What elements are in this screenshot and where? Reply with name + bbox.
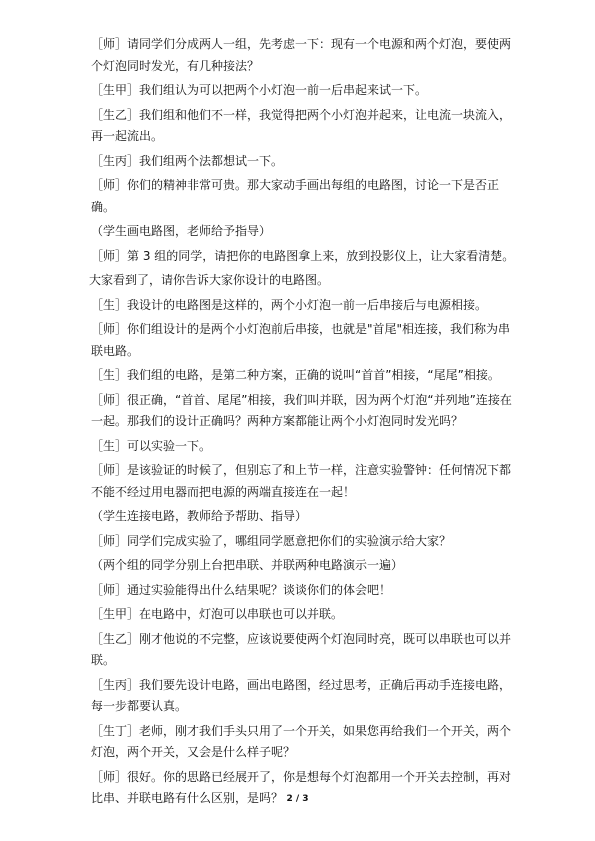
paragraph: ［生乙］我们组和他们不一样，我觉得把两个小灯泡并起来，让电流一块流入，再一起流出。: [91, 107, 512, 143]
paragraph: ［师］请同学们分成两人一组，先考虑一下：现有一个电源和两个灯泡，要使两个灯泡同时发光，有几种接法？: [91, 37, 512, 73]
paragraph: ［生］可以实验一下。: [91, 438, 212, 453]
paragraph: ［师］你们的精神非常可贵。那大家动手画出每组的电路图，讨论一下是否正确。: [91, 178, 500, 214]
paragraph: （学生连接电路，教师给予帮助、指导）: [91, 509, 308, 523]
paragraph: （学生画电路图，老师给予指导）: [91, 224, 272, 238]
paragraph: ［生甲］我们组认为可以把两个小灯泡一前一后串起来试一下。: [91, 83, 428, 97]
paragraph: （两个组的同学分别上台把串联、并联两种电路演示一遍）: [91, 558, 404, 572]
paragraph: ［生］我们组的电路，是第二种方案，正确的说叫“首首”相接，“尾尾”相接。: [91, 368, 500, 382]
paragraph: ［师］第 3 组的同学，请把你的电路图拿上来，放到投影仪上，让大家看清楚。: [91, 248, 515, 263]
paragraph: ［生丁］老师，刚才我们手头只用了一个开关，如果您再给我们一个开关，两个灯泡，两个开关，又会是什么样子呢？: [91, 723, 512, 759]
paragraph: ［生丙］我们要先设计电路，画出电路图，经过思考，正确后再动手连接电路，每一步都要认真。: [91, 677, 512, 713]
paragraph: 大家看到了，请你告诉大家你设计的电路图。: [89, 273, 330, 287]
paragraph: ［师］同学们完成实验了，哪组同学愿意把你们的实验演示给大家？: [91, 533, 452, 548]
paragraph: ［师］是该验证的时候了，但别忘了和上节一样，注意实验警钟：任何情况下都不能不经过用电器而把电源的两端直接连在一起！: [91, 463, 512, 499]
paragraph: ［生甲］在电路中，灯泡可以串联也可以并联。: [91, 607, 344, 621]
paragraph: ［师］很正确，“首首、尾尾”相接，我们叫并联，因为两个灯泡“并列地”连接在一起。那我们的设计正确吗？两种方案都能让两个小灯泡同时发光吗？: [91, 392, 512, 428]
paragraph: ［师］很好。你的思路已经展开了，你是想每个灯泡都用一个开关去控制，再对比串、并联电路有什么区别，是吗？: [91, 769, 512, 805]
paragraph: ［师］通过实验能得出什么结果呢？谈谈你们的体会吧！: [91, 582, 392, 597]
paragraph: ［师］你们组设计的是两个小灯泡前后串接，也就是"首尾"相连接，我们称为串联电路。: [91, 322, 511, 358]
document-body: [89, 34, 519, 813]
paragraph: ［生丙］我们组两个法都想试一下。: [91, 153, 284, 168]
paragraph: ［生乙］刚才他说的不完整，应该说要使两个灯泡同时亮，既可以串联也可以并联。: [91, 631, 512, 667]
page-number: 2 / 3: [286, 794, 309, 804]
paragraph: ［生］我设计的电路图是这样的，两个小灯泡一前一后串接后与电源相接。: [91, 297, 488, 312]
